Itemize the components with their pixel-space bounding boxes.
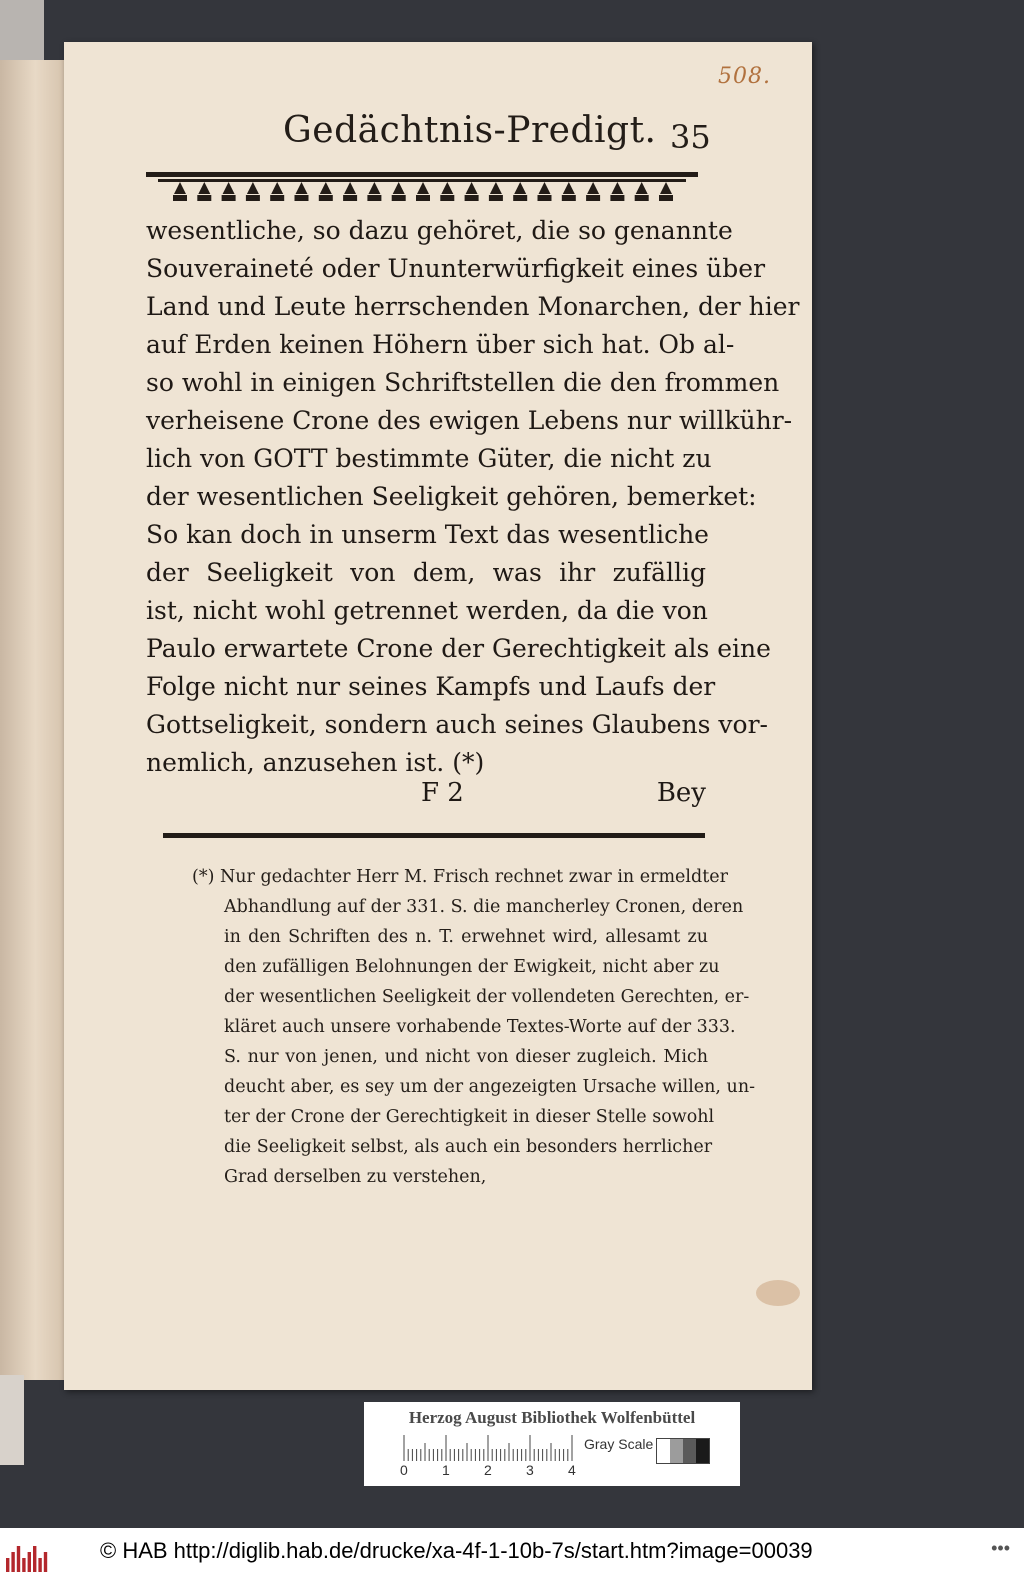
ornament-tassel [611,182,623,194]
footnote-line: S. nur von jenen, und nicht von dieser zugleich. Mich [224,1047,708,1067]
ornament-tassel [320,182,332,194]
body-line: Land und Leute herrschenden Monarchen, der hier [146,292,800,321]
ornament-tassel [247,182,259,194]
ruler-number: 1 [442,1462,450,1478]
body-line: der wesentlichen Seeligkeit gehören, bemerket: [146,482,757,511]
footnote-line: Grad derselben zu verstehen, [224,1167,487,1187]
logo-bar [38,1558,41,1572]
ornament-tassel-base [440,195,454,201]
previous-page-edge [0,0,44,60]
hab-logo-icon [4,1540,50,1572]
body-line: verheisene Crone des ewigen Lebens nur willkühr- [146,406,793,435]
footnote-line: in den Schriften des n. T. erwehnet wird, allesamt zu [224,927,708,947]
ornament-tassel [636,182,648,194]
ornament-tassel [466,182,478,194]
ornament-tassel [223,182,235,194]
ornament-tassel-base [367,195,381,201]
body-line: nemlich, anzusehen ist. (*) [146,748,485,777]
gray-patch [683,1439,696,1463]
ornament-tassel-base [610,195,624,201]
body-line: Folge nicht nur seines Kampfs und Laufs der [146,672,716,701]
gray-patch [670,1439,683,1463]
ornament-tassel-base [513,195,527,201]
ornament-border [146,170,698,206]
signature-row [146,778,706,814]
paper-stain [756,1280,800,1306]
body-line: Gottseligkeit, sondern auch seines Glaubens vor- [146,710,768,739]
ornament-tassel [271,182,283,194]
ornament-tassel-base [270,195,284,201]
ornament-tassel [393,182,405,194]
body-line: Souveraineté oder Ununterwürfigkeit eines über [146,254,766,283]
ornament-tassel-base [295,195,309,201]
logo-bar [28,1552,31,1572]
ornament-tassel-base [635,195,649,201]
ornament-tassel-base [538,195,552,201]
ornament-tassel [198,182,210,194]
library-color-card [364,1402,740,1486]
ornament-tassel [539,182,551,194]
ornament-tassel-base [586,195,600,201]
footnote-line: den zufälligen Belohnungen der Ewigkeit, nicht aber zu [224,957,720,977]
gray-patch [696,1439,709,1463]
catchword: Bey [656,778,706,808]
body-line: der Seeligkeit von dem, was ihr zufällig [146,558,706,587]
footnote-line: deucht aber, es sey um der angezeigten Ursache willen, un- [224,1077,756,1097]
ornament-tassel [660,182,672,194]
body-line: auf Erden keinen Höhern über sich hat. Ob al- [146,330,735,359]
ruler-number: 4 [568,1462,576,1478]
body-line: ist, nicht wohl getrennet werden, da die von [146,596,708,625]
running-head: Gedächtnis-Predigt. [283,110,657,151]
ornament-tassel [344,182,356,194]
more-options-icon[interactable]: ••• [991,1538,1010,1558]
ornament-tassel [417,182,429,194]
ornament-tassel-base [197,195,211,201]
footnote-line: ter der Crone der Gerechtigkeit in dieser Stelle sowohl [224,1107,715,1127]
ornament-tassel [490,182,502,194]
logo-bar [33,1546,36,1572]
viewer-footer [0,1528,1024,1585]
ruler-number: 3 [526,1462,534,1478]
body-text [146,212,800,782]
ornament-tassel [296,182,308,194]
page-number: 35 [670,118,711,156]
ornament-tassel-base [416,195,430,201]
gray-scale-label: Gray Scale [584,1436,654,1452]
body-line: So kan doch in unserm Text das wesentliche [146,520,709,549]
ornament-tassel-base [173,195,187,201]
ornament-tassel-base [343,195,357,201]
footnote-rule [163,833,705,838]
ornament-tassel [563,182,575,194]
manuscript-page-number: 508. [718,64,771,89]
gray-patch [657,1439,670,1463]
logo-bar [6,1558,9,1572]
logo-bar [22,1558,25,1572]
ornament-tassel [174,182,186,194]
signature-mark: F 2 [421,778,464,808]
facing-page-margin [0,60,64,1380]
logo-bar [11,1552,14,1572]
ornament-tassel-base [465,195,479,201]
ruler-number: 2 [484,1462,492,1478]
ruler-numbers [400,1462,590,1482]
logo-bar [17,1546,20,1572]
copyright-url[interactable]: © HAB http://diglib.hab.de/drucke/xa-4f-1-10b-7s/start.htm?image=00039 [100,1538,813,1563]
ornament-tassel-base [222,195,236,201]
logo-bar [44,1552,47,1572]
ruler-scale [402,1435,598,1461]
footnote-line: (*) Nur gedachter Herr M. Frisch rechnet zwar in ermeldter [192,867,728,887]
ornament-tassel [587,182,599,194]
footnote [192,862,756,1192]
ornament-tassel [368,182,380,194]
ornament-tassel [514,182,526,194]
ruler-number: 0 [400,1462,408,1478]
body-line: Paulo erwartete Crone der Gerechtigkeit als eine [146,634,771,663]
body-line: so wohl in einigen Schriftstellen die den frommen [146,368,780,397]
footnote-line: kläret auch unsere vorhabende Textes-Worte auf der 333. [224,1017,736,1037]
body-line: wesentliche, so dazu gehöret, die so genannte [146,216,733,245]
footnote-line: der wesentlichen Seeligkeit der vollendeten Gerechten, er- [224,987,750,1007]
footnote-line: Abhandlung auf der 331. S. die mancherley Cronen, deren [224,897,744,917]
gray-scale-swatch [656,1438,710,1464]
library-name: Herzog August Bibliothek Wolfenbüttel [408,1408,696,1427]
footnote-line: die Seeligkeit selbst, als auch ein besonders herrlicher [224,1137,713,1157]
ornament-tassel-base [489,195,503,201]
page-tab [0,1375,24,1465]
body-line: lich von GOTT bestimmte Güter, die nicht zu [146,444,712,473]
ornament-tassel-base [319,195,333,201]
ornament-tassel-base [392,195,406,201]
ornament-tassel-base [659,195,673,201]
ornament-tassel-base [562,195,576,201]
ornament-tassel-base [246,195,260,201]
ornament-tassel [441,182,453,194]
